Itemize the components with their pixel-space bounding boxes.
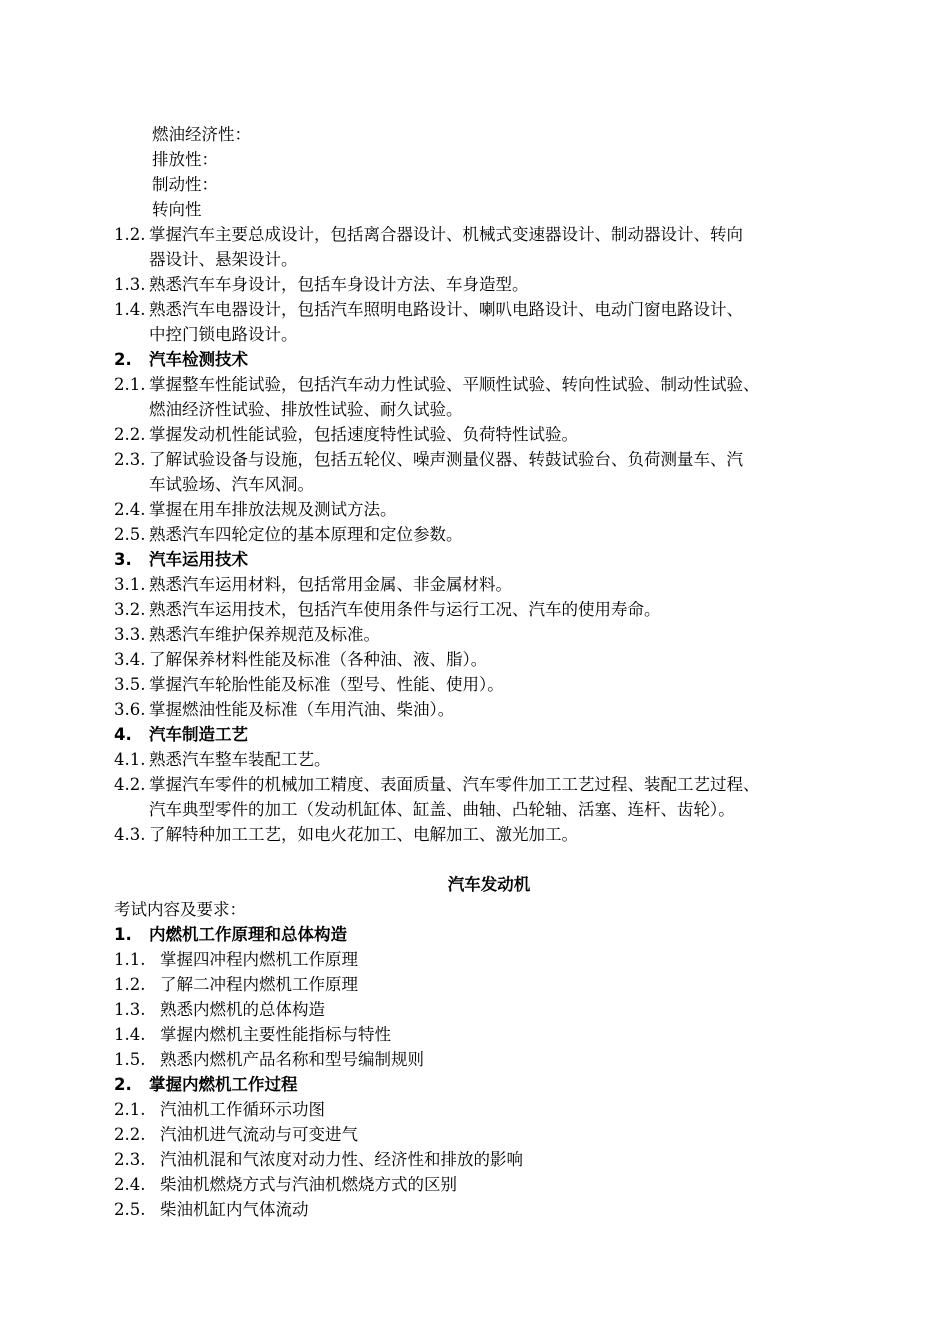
list-item (114, 972, 864, 997)
item-number: 4.3. (114, 825, 146, 844)
item-text: 掌握燃油性能及标准（车用汽油、柴油）。 (149, 700, 455, 719)
list-item (114, 572, 864, 597)
item-number: 3.6. (114, 700, 146, 719)
item-text: 掌握汽车零件的机械加工精度、表面质量、汽车零件加工工艺过程、装配工艺过程、 (149, 775, 760, 794)
list-item (114, 672, 864, 697)
item-text: 掌握在用车排放法规及测试方法。 (149, 500, 397, 519)
item-text: 车试验场、汽车风洞。 (149, 475, 314, 494)
item-number: 1.5. (114, 1050, 146, 1069)
item-number: 1.4. (114, 1025, 146, 1044)
item-text: 了解特种加工工艺，如电火花加工、电解加工、激光加工。 (149, 825, 578, 844)
item-number: 3.1. (114, 575, 146, 594)
section-heading (114, 922, 864, 947)
item-text: 燃油经济性试验、排放性试验、耐久试验。 (149, 400, 463, 419)
heading-number: 2. (114, 350, 132, 369)
item-number: 2.5. (114, 1200, 146, 1219)
item-text: 了解试验设备与设施，包括五轮仪、噪声测量仪器、转鼓试验台、负荷测量车、汽 (149, 450, 743, 469)
list-item (114, 1122, 864, 1147)
item-text: 汽油机混和气浓度对动力性、经济性和排放的影响 (160, 1150, 523, 1169)
heading-title: 内燃机工作原理和总体构造 (149, 925, 347, 944)
item-text: 熟悉汽车电器设计，包括汽车照明电路设计、喇叭电路设计、电动门窗电路设计、 (149, 300, 743, 319)
heading-number: 2. (114, 1075, 132, 1094)
list-item (114, 1022, 864, 1047)
heading-number: 1. (114, 925, 132, 944)
heading-title: 汽车制造工艺 (149, 725, 248, 744)
item-text: 排放性： (152, 150, 218, 169)
list-item (114, 522, 864, 547)
item-number: 2.2. (114, 425, 146, 444)
list-item (114, 1197, 864, 1222)
item-text: 了解保养材料性能及标准（各种油、液、脂）。 (149, 650, 488, 669)
section-title: 汽车发动机 (447, 875, 531, 894)
item-text: 燃油经济性： (152, 125, 251, 144)
list-item (114, 222, 864, 272)
item-number: 2.3. (114, 1150, 146, 1169)
item-text: 掌握汽车轮胎性能及标准（型号、性能、使用）。 (149, 675, 504, 694)
item-number: 3.5. (114, 675, 146, 694)
heading-number: 3. (114, 550, 132, 569)
item-number: 1.2. (114, 225, 146, 244)
item-text: 掌握汽车主要总成设计，包括离合器设计、机械式变速器设计、制动器设计、转向 (149, 225, 743, 244)
list-item (114, 997, 864, 1022)
item-text: 熟悉汽车运用技术，包括汽车使用条件与运行工况、汽车的使用寿命。 (149, 600, 661, 619)
item-text: 掌握四冲程内燃机工作原理 (160, 950, 358, 969)
list-item (114, 1097, 864, 1122)
item-text: 掌握整车性能试验，包括汽车动力性试验、平顺性试验、转向性试验、制动性试验、 (149, 375, 760, 394)
list-item (114, 272, 864, 297)
list-item (114, 647, 864, 672)
list-item (114, 172, 864, 197)
list-item (114, 772, 864, 822)
list-item (114, 597, 864, 622)
item-text: 熟悉汽车维护保养规范及标准。 (149, 625, 380, 644)
item-number: 2.2. (114, 1125, 146, 1144)
item-text: 掌握发动机性能试验，包括速度特性试验、负荷特性试验。 (149, 425, 578, 444)
section-heading (114, 1072, 864, 1097)
item-number: 1.2. (114, 975, 146, 994)
item-text: 中控门锁电路设计。 (149, 325, 298, 344)
list-item (114, 1172, 864, 1197)
list-item (114, 122, 864, 147)
item-number: 1.4. (114, 300, 146, 319)
list-item (114, 1147, 864, 1172)
item-number: 4.1. (114, 750, 146, 769)
item-number: 2.4. (114, 500, 146, 519)
item-number: 2.5. (114, 525, 146, 544)
list-item (114, 447, 864, 497)
item-text: 汽油机工作循环示功图 (160, 1100, 325, 1119)
list-item (114, 697, 864, 722)
item-number: 2.3. (114, 450, 146, 469)
list-item (114, 422, 864, 447)
item-text: 器设计、悬架设计。 (149, 250, 298, 269)
item-number: 1.3. (114, 275, 146, 294)
item-number: 2.1. (114, 375, 146, 394)
item-text: 制动性： (152, 175, 218, 194)
document-body (114, 122, 864, 1222)
item-text: 汽油机进气流动与可变进气 (160, 1125, 358, 1144)
item-text: 柴油机燃烧方式与汽油机燃烧方式的区别 (160, 1175, 457, 1194)
item-text: 熟悉汽车车身设计，包括车身设计方法、车身造型。 (149, 275, 529, 294)
list-item (114, 947, 864, 972)
item-text: 掌握内燃机主要性能指标与特性 (160, 1025, 391, 1044)
item-number: 3.3. (114, 625, 146, 644)
heading-title: 汽车检测技术 (149, 350, 248, 369)
item-text: 熟悉汽车整车装配工艺。 (149, 750, 331, 769)
item-text: 了解二冲程内燃机工作原理 (160, 975, 358, 994)
heading-number: 4. (114, 725, 132, 744)
list-item (114, 747, 864, 772)
item-number: 2.1. (114, 1100, 146, 1119)
item-text: 熟悉内燃机产品名称和型号编制规则 (160, 1050, 424, 1069)
item-text: 柴油机缸内气体流动 (160, 1200, 309, 1219)
list-item (114, 822, 864, 847)
item-text: 汽车典型零件的加工（发动机缸体、缸盖、曲轴、凸轮轴、活塞、连杆、齿轮）。 (149, 800, 735, 819)
item-number: 2.4. (114, 1175, 146, 1194)
item-text: 转向性 (152, 200, 202, 219)
section-heading (114, 547, 864, 572)
item-number: 4.2. (114, 775, 146, 794)
list-item (114, 372, 864, 422)
section-heading (114, 347, 864, 372)
heading-title: 掌握内燃机工作过程 (149, 1075, 298, 1094)
item-text: 熟悉汽车运用材料，包括常用金属、非金属材料。 (149, 575, 512, 594)
item-number: 1.1. (114, 950, 146, 969)
item-number: 3.2. (114, 600, 146, 619)
heading-title: 汽车运用技术 (149, 550, 248, 569)
item-text: 熟悉汽车四轮定位的基本原理和定位参数。 (149, 525, 463, 544)
item-text: 熟悉内燃机的总体构造 (160, 1000, 325, 1019)
list-item (114, 497, 864, 522)
intro-text: 考试内容及要求： (114, 900, 246, 919)
list-item (114, 147, 864, 172)
list-item (114, 1047, 864, 1072)
item-number: 1.3. (114, 1000, 146, 1019)
item-number: 3.4. (114, 650, 146, 669)
list-item (114, 622, 864, 647)
section-heading (114, 722, 864, 747)
list-item (114, 197, 864, 222)
list-item (114, 297, 864, 347)
